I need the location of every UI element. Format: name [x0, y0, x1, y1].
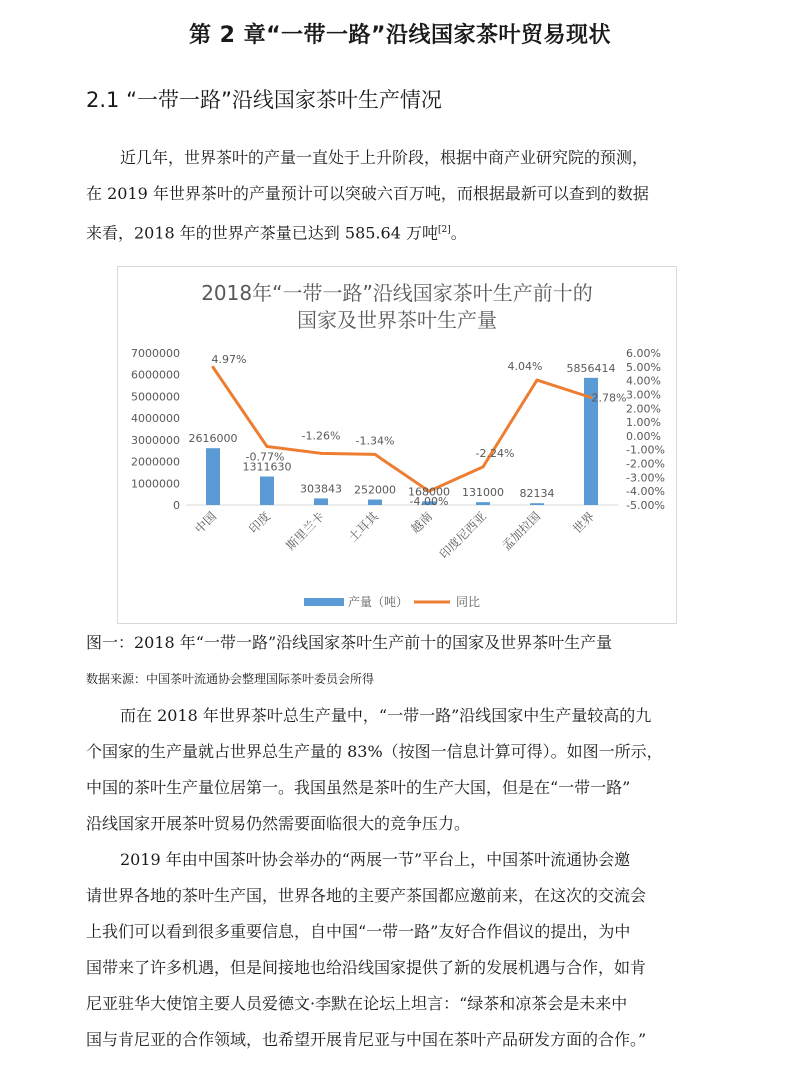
paragraph-3: [86, 842, 726, 1058]
y2-tick-label: -5.00%: [626, 499, 665, 512]
chart-figure: [117, 266, 677, 624]
x-tick-label: 土耳其: [345, 509, 382, 545]
paragraph-line: 在 2019 年世界茶叶的产量预计可以突破六百万吨，而根据最新可以查到的数据: [86, 184, 649, 203]
line-data-label: -1.34%: [355, 434, 395, 448]
y2-tick-label: -3.00%: [626, 471, 665, 485]
y2-tick-label: -1.00%: [626, 443, 665, 457]
paragraph-line: [86, 212, 726, 251]
chart-title-line-1: 2018年“一带一路”沿线国家茶叶生产前十的: [201, 281, 593, 305]
paragraph-line: 沿线国家开展茶叶贸易仍然需要面临很大的竞争压力。: [86, 814, 471, 833]
y2-tick-label: 2.00%: [626, 402, 661, 416]
bar-data-label: 168000: [408, 485, 450, 499]
paragraph-line: 国带来了许多机遇，但是间接地也给沿线国家提供了新的发展机遇与合作，如肯: [86, 958, 647, 977]
y-tick-label: 1000000: [131, 477, 180, 491]
y-tick-label: 2000000: [131, 455, 180, 469]
y2-tick-label: 3.00%: [626, 388, 661, 402]
bar-data-label: 82134: [519, 487, 555, 501]
line-data-label: 2.78%: [591, 391, 627, 405]
bar: [530, 503, 544, 505]
section-title: 2.1 “一带一路”沿线国家茶叶生产情况: [86, 88, 442, 112]
y-tick-label: 6000000: [131, 368, 180, 382]
y-tick-label: 5000000: [131, 390, 180, 404]
legend-line-label: 同比: [456, 595, 481, 609]
x-tick-label: 世界: [570, 509, 598, 537]
chart-title-line-2: 国家及世界茶叶生产量: [297, 308, 497, 332]
line-point: [374, 453, 377, 456]
figure-caption: 图一：2018 年“一带一路”沿线国家茶叶生产前十的国家及世界茶叶生产量: [86, 633, 613, 652]
bar: [260, 477, 274, 505]
legend-bar-label: 产量（吨）: [348, 595, 409, 609]
y-tick-label: 3000000: [131, 433, 180, 447]
line-point: [266, 445, 269, 448]
x-tick-label: 斯里兰卡: [283, 509, 328, 554]
paragraph-line: 而在 2018 年世界茶叶总生产量中，“一带一路”沿线国家中生产量较高的九: [120, 706, 652, 725]
chart-plot-area: [131, 347, 665, 562]
y-tick-label: 7000000: [131, 347, 180, 360]
paragraph-line: 请世界各地的茶叶生产国，世界各地的主要产茶国都应邀前来，在这次的交流会: [86, 886, 647, 905]
line-data-label: -0.77%: [245, 450, 285, 464]
line-point: [536, 379, 539, 382]
bar: [206, 448, 220, 505]
y2-tick-label: 6.00%: [626, 347, 661, 360]
legend-bar-swatch: [304, 598, 344, 606]
y2-tick-label: 0.00%: [626, 429, 661, 443]
y2-tick-label: 4.00%: [626, 374, 661, 388]
paragraph-line-text: 来看，2018 年的世界产茶量已达到 585.64 万吨: [86, 223, 438, 243]
bar-data-label: 131000: [462, 486, 504, 500]
y2-tick-label: -2.00%: [626, 457, 665, 471]
chart-legend: [304, 594, 480, 609]
x-tick-label: 孟加拉国: [499, 509, 544, 554]
paragraph-line: 国与肯尼亚的合作领域，也希望开展肯尼亚与中国在茶叶产品研发方面的合作。”: [86, 1030, 647, 1049]
chapter-title: 第 2 章“一带一路”沿线国家茶叶贸易现状: [188, 23, 612, 48]
y-tick-label: 4000000: [131, 412, 180, 426]
paragraph-line: 个国家的生产量就占世界总生产量的 83%（按图一信息计算可得）。如图一所示，: [86, 742, 663, 761]
bar: [476, 502, 490, 505]
paragraph-line: 上我们可以看到很多重要信息，自中国“一带一路”友好合作倡议的提出，为中: [86, 922, 631, 941]
bar: [314, 498, 328, 505]
paragraph-line: 中国的茶叶生产量位居第一。我国虽然是茶叶的生产大国，但是在“一带一路”: [86, 778, 631, 797]
paragraph-line: 尼亚驻华大使馆主要人员爱德文·李默在论坛上坦言：“绿茶和凉茶会是未来中: [86, 994, 628, 1013]
y2-tick-label: 1.00%: [626, 416, 661, 430]
line-data-label: -4.00%: [409, 495, 449, 509]
bar-data-label: 252000: [354, 483, 396, 497]
paragraph-1: [86, 140, 726, 251]
line-point: [482, 465, 485, 468]
bar-data-label: 5856414: [566, 361, 616, 375]
line-data-label: -1.26%: [301, 429, 341, 443]
y2-tick-label: -4.00%: [626, 485, 665, 499]
x-tick-label: 中国: [192, 509, 220, 537]
bar: [368, 500, 382, 505]
figure-source: 数据来源：中国茶叶流通协会整理国际茶叶委员会所得: [86, 672, 375, 686]
paragraph-line: 近几年，世界茶叶的产量一直处于上升阶段，根据中商产业研究院的预测，: [120, 148, 649, 167]
line-data-label: 4.04%: [507, 360, 543, 374]
paragraph-2: [86, 698, 726, 842]
y2-tick-label: 5.00%: [626, 360, 661, 374]
bar-data-label: 1311630: [242, 460, 292, 474]
line-data-label: -2.24%: [475, 446, 515, 460]
line-data-label: 4.97%: [211, 353, 247, 367]
paragraph-line-end: 。: [450, 223, 467, 243]
bar-data-label: 303843: [300, 482, 342, 496]
line-point: [320, 452, 323, 455]
x-tick-label: 越南: [408, 509, 436, 537]
x-tick-label: 印度尼西亚: [436, 509, 490, 562]
citation: [2]: [437, 225, 451, 235]
y-tick-label: 0: [173, 499, 180, 512]
x-tick-label: 印度: [246, 509, 274, 537]
paragraph-line: 2019 年由中国茶叶协会举办的“两展一节”平台上，中国茶叶流通协会邀: [120, 850, 631, 869]
chart-svg: [118, 267, 676, 623]
bar-data-label: 2616000: [188, 432, 238, 446]
